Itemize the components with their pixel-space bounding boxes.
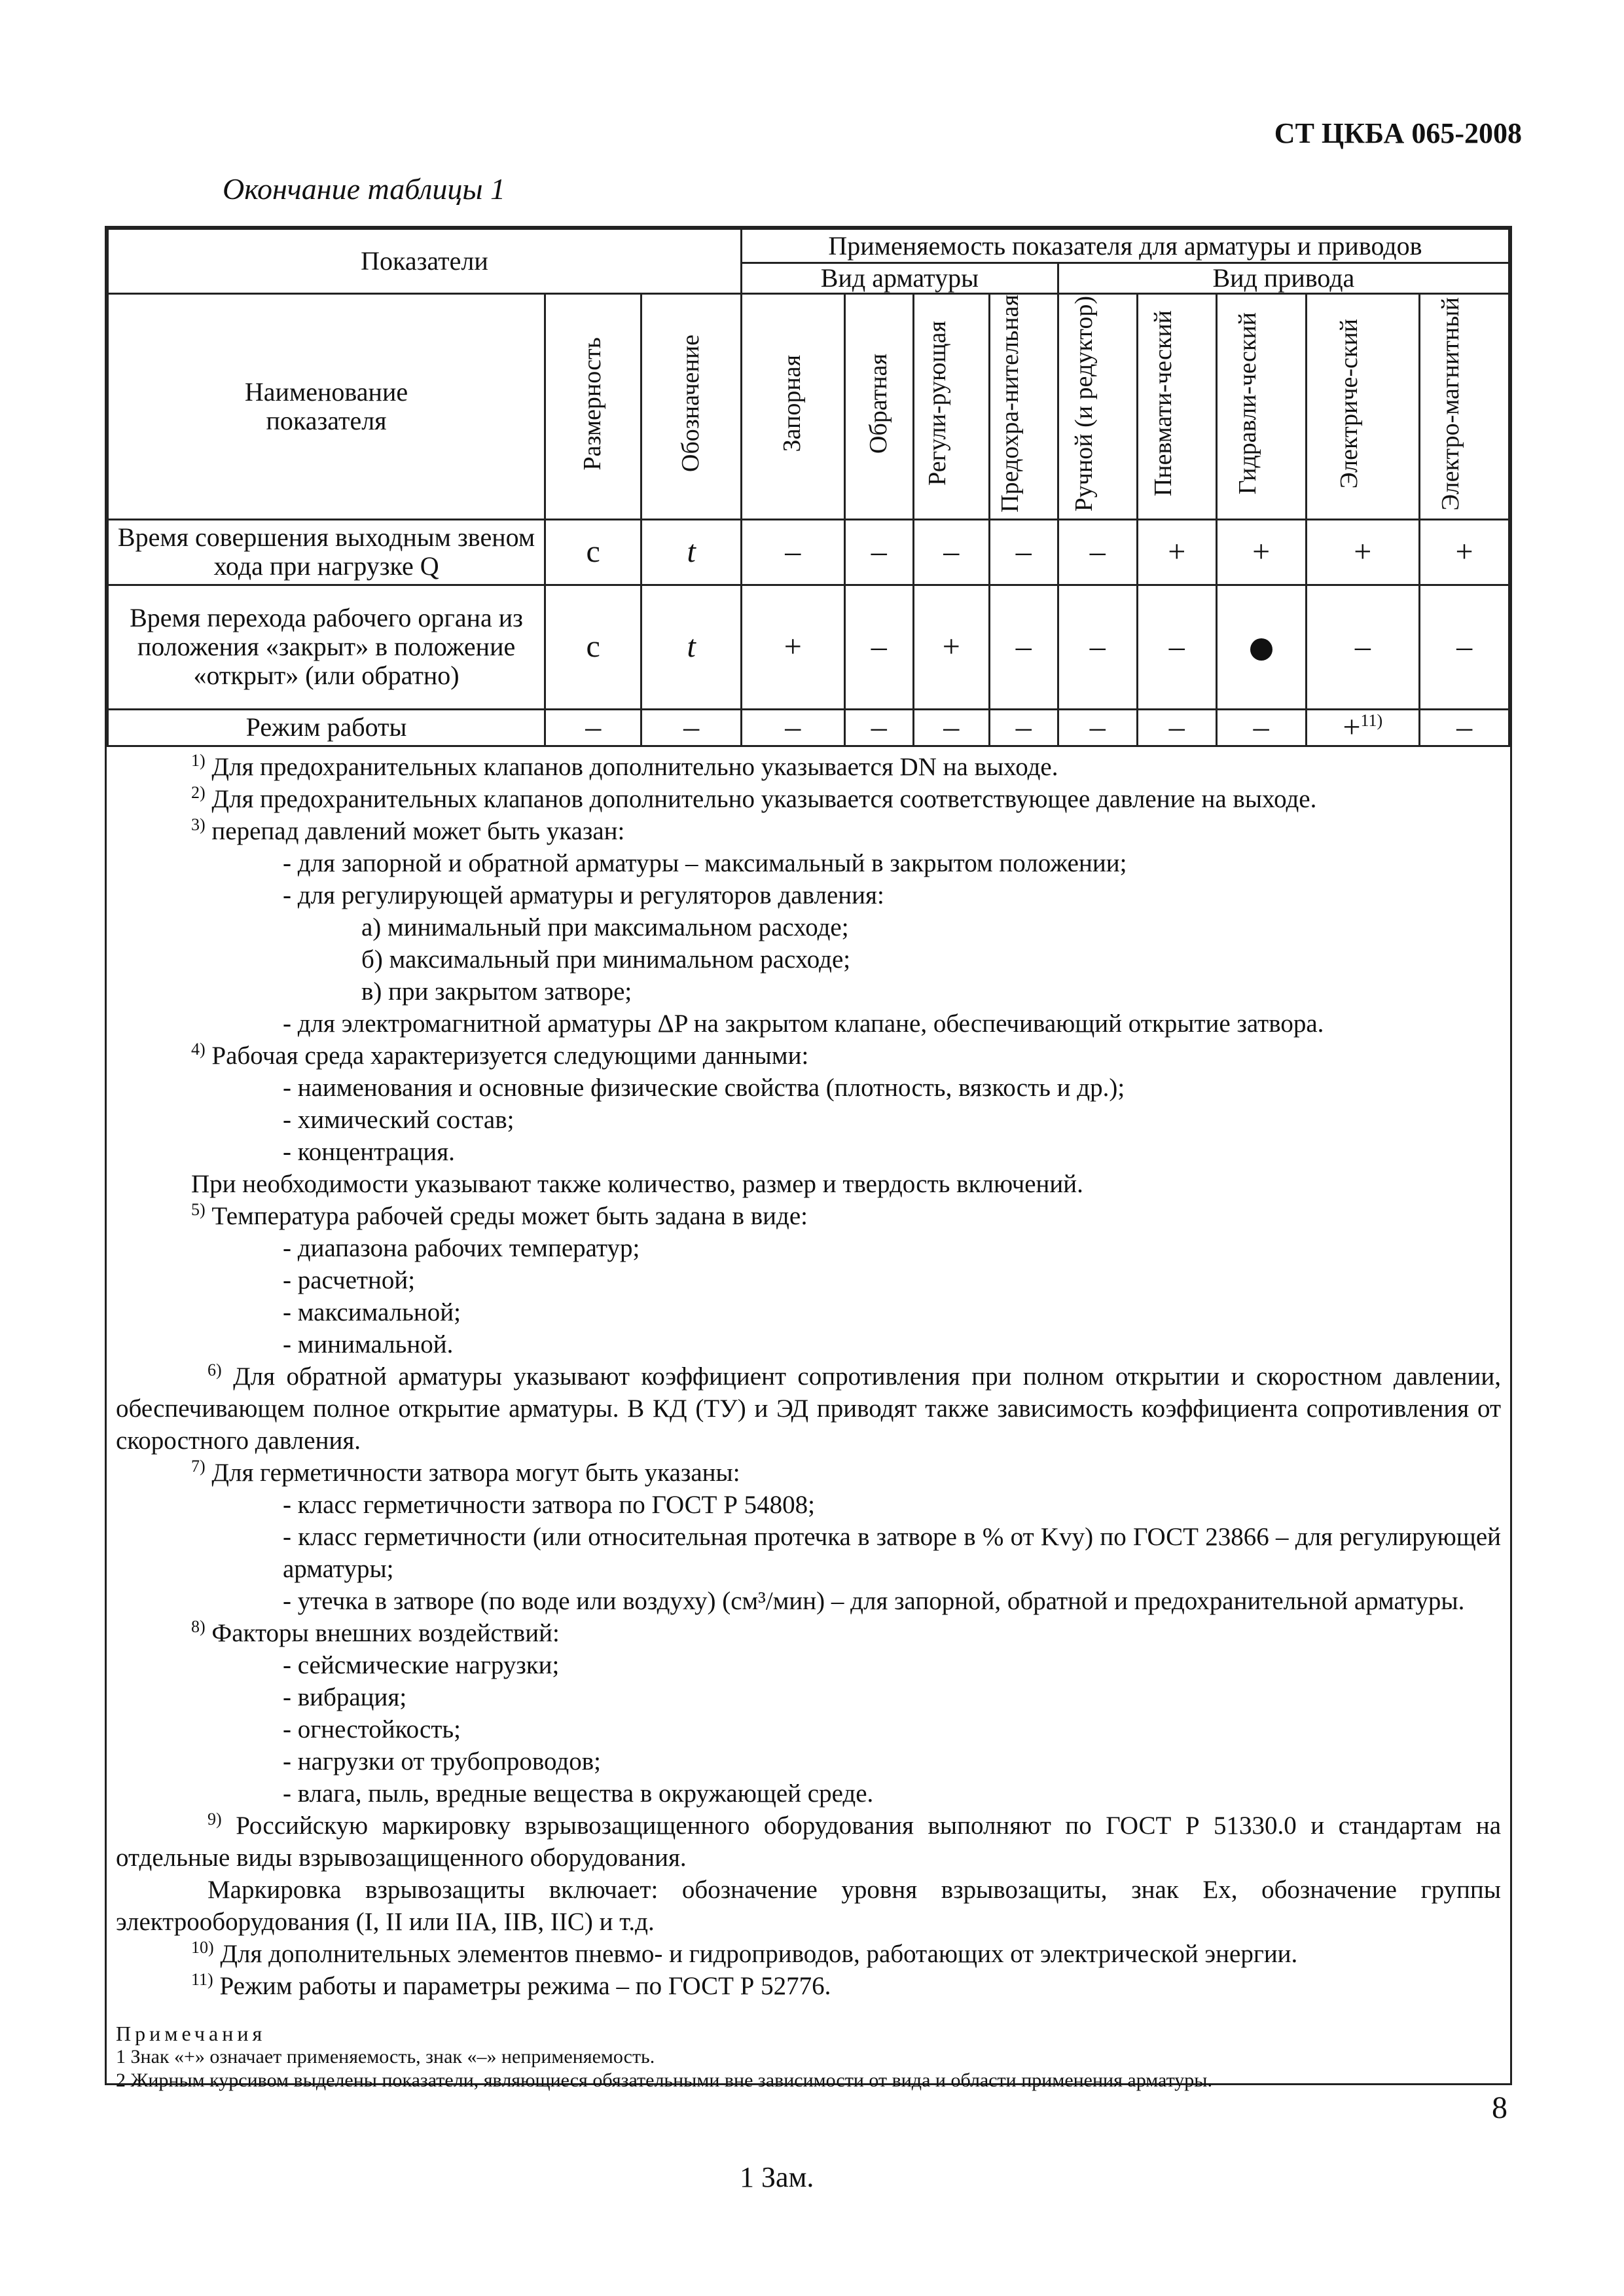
table-row: Режим работы – – – – – – – – – +$^{11)}$ –	[108, 709, 1509, 746]
footnote-7: $^{7)}$ Для герметичности затвора могут быть указаны:	[191, 1456, 740, 1487]
footnote-line: При необходимости указывают также количество, размер и твердость включений.	[191, 1169, 1083, 1198]
footnote-11: $^{11)}$ Режим работы и параметры режима – по ГОСТ Р 52776.	[191, 1969, 831, 2000]
footnote-9: $^{9)}$ Российскую маркировку взрывозащищенного оборудования выполняют по ГОСТ Р 51330.0 и стандартам на отдельные виды взрывозащищенного оборудования.	[116, 1809, 1502, 1872]
footnote-4: $^{4)}$ Рабочая среда характеризуется следующими данными:	[191, 1039, 809, 1070]
header-indicators: Показатели	[108, 229, 742, 294]
footnote-line: - расчетной;	[283, 1266, 416, 1294]
footnote-line: - минимальной.	[283, 1330, 454, 1358]
footnote-line: - сейсмические нагрузки;	[283, 1650, 560, 1679]
footnote-line: - класс герметичности затвора по ГОСТ Р 54808;	[283, 1490, 816, 1519]
col-manual: Ручной (и редуктор)	[1058, 294, 1137, 520]
footnote-8: $^{8)}$ Факторы внешних воздействий:	[191, 1616, 560, 1647]
footnote-line: - для электромагнитной арматуры ΔP на закрытом клапане, обеспечивающий открытие затвора.	[283, 1009, 1324, 1038]
footnote-line: - для регулирующей арматуры и регуляторов давления:	[283, 881, 884, 909]
footnote-line: а) минимальный при максимальном расходе;	[361, 913, 849, 941]
page-number: 8	[1492, 2090, 1507, 2125]
change-mark: 1 Зам.	[740, 2161, 814, 2193]
header-applicability: Применяемость показателя для арматуры и приводов	[741, 229, 1509, 263]
footnote-line: - концентрация.	[283, 1137, 455, 1166]
table-frame	[105, 226, 1512, 2091]
remark-item: 1 Знак «+» означает применяемость, знак «–» неприменяемость.	[116, 2045, 655, 2068]
col-pneumatic: Пневмати-ческий	[1137, 294, 1216, 520]
col-safety: Предохра-нительная	[989, 294, 1058, 520]
col-electric: Электриче-ский	[1306, 294, 1420, 520]
col-hydraulic: Гидравли-ческий	[1216, 294, 1306, 520]
footnote-line: - диапазона рабочих температур;	[283, 1233, 640, 1262]
footnote-line: - максимальной;	[283, 1298, 461, 1326]
footnote-line: - класс герметичности (или относительная протечка в затворе в % от Kvy) по ГОСТ 23866 – для регулирующей арматуры;	[283, 1522, 1501, 1583]
table-row: Время перехода рабочего органа из положения «закрыт» в положение «открыт» (или обратно) с t + – + – – – – –	[108, 585, 1509, 709]
footnote-line: - наименования и основные физические свойства (плотность, вязкость и др.);	[283, 1073, 1125, 1102]
col-symbol: Обозначение	[641, 294, 742, 520]
table-row: Время совершения выходным звеном хода при нагрузке Q с t – – – – – + + + +	[108, 519, 1509, 585]
footnote-line: - для запорной и обратной арматуры – максимальный в закрытом положении;	[283, 848, 1127, 877]
footnote-3: $^{3)}$ перепад давлений может быть указан:	[191, 814, 625, 845]
col-electromagnetic: Электро-магнитный	[1420, 294, 1509, 520]
footnote-2: $^{2)}$ Для предохранительных клапанов дополнительно указывается соответствующее давление на выходе.	[191, 782, 1317, 813]
col-check: Обратная	[844, 294, 913, 520]
footnote-line: - влага, пыль, вредные вещества в окружающей среде.	[283, 1779, 874, 1808]
header-name: Наименование показателя	[108, 294, 545, 520]
remark-item: 2 Жирным курсивом выделены показатели, являющиеся обязательными вне зависимости от вида и области применения арматуры.	[116, 2069, 1212, 2091]
footnote-line: - химический состав;	[283, 1105, 514, 1134]
remarks	[116, 2022, 1501, 2092]
header-drive-type: Вид привода	[1058, 263, 1509, 294]
footnote-10: $^{10)}$ Для дополнительных элементов пневмо- и гидроприводов, работающих от электрической энергии.	[191, 1937, 1298, 1968]
spec-table	[107, 228, 1510, 747]
footnote-1: $^{1)}$ Для предохранительных клапанов дополнительно указывается DN на выходе.	[191, 750, 1058, 781]
footnote-line: - огнестойкость;	[283, 1715, 461, 1743]
col-control: Регули-рующая	[913, 294, 989, 520]
col-dimension: Размерность	[545, 294, 641, 520]
footnote-line: - нагрузки от трубопроводов;	[283, 1747, 601, 1776]
footnote-5: $^{5)}$ Температура рабочей среды может быть задана в виде:	[191, 1199, 808, 1230]
footnote-line: - утечка в затворе (по воде или воздуху) (см³/мин) – для запорной, обратной и предохранительной арматуры.	[283, 1586, 1465, 1615]
footnote-line: б) максимальный при минимальном расходе;	[361, 945, 851, 974]
footnote-line: - вибрация;	[283, 1683, 407, 1711]
footnote-line: в) при закрытом затворе;	[361, 977, 632, 1006]
table-caption: Окончание таблицы 1	[223, 172, 505, 206]
header-fitting-type: Вид арматуры	[741, 263, 1058, 294]
ink-blot	[1250, 638, 1272, 661]
footnotes	[107, 747, 1510, 2092]
footnote-line: Маркировка взрывозащиты включает: обозначение уровня взрывозащиты, знак Ex, обозначение группы электрооборудования (I, II или IIA, IIB, IIC) и т.д.	[116, 1875, 1501, 1936]
document-code: СТ ЦКБА 065-2008	[1274, 117, 1522, 149]
footnote-6: $^{6)}$ Для обратной арматуры указывают коэффициент сопротивления при полном открытии и скоростном давлении, обеспечивающем полное открытие арматуры. В КД (ТУ) и ЭД приводят также зависимость коэффициента сопротивления от скоростного давления.	[116, 1360, 1502, 1455]
col-shutoff: Запорная	[741, 294, 844, 520]
remarks-title: Примечания	[116, 2021, 266, 2045]
